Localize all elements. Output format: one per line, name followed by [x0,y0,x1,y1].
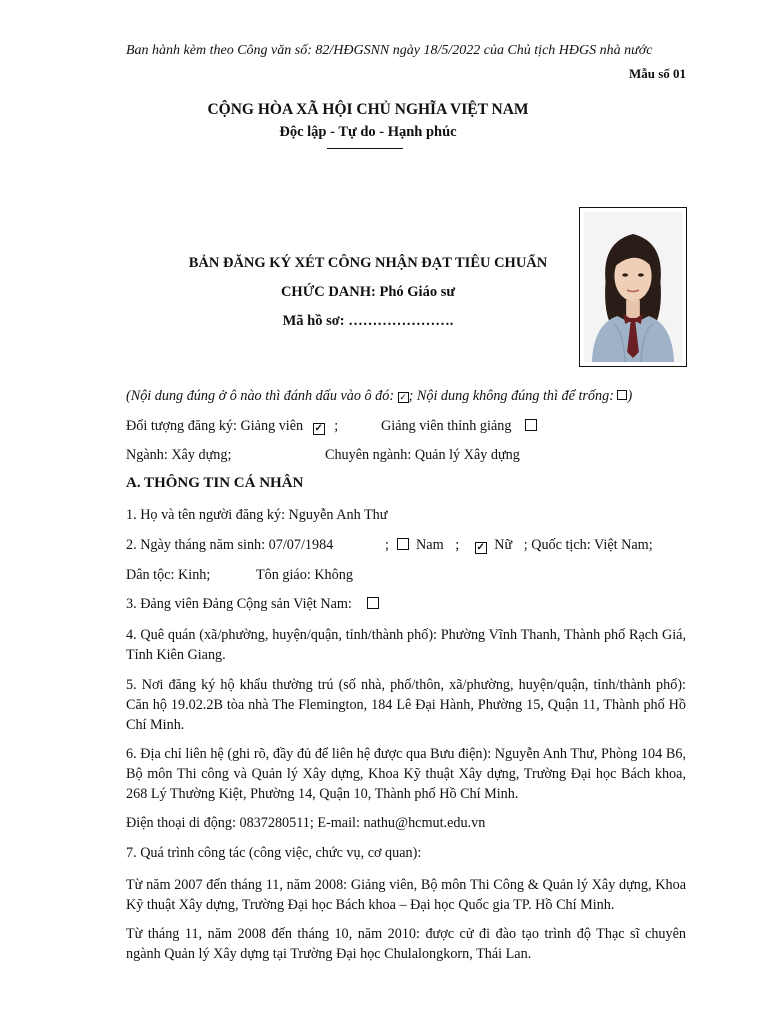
male-checkbox[interactable] [397,538,409,550]
visiting-line [381,418,537,435]
position-line [118,284,618,301]
dob-line: 2. Ngày tháng năm sinh: 07/07/1984 [126,537,334,553]
ethnicity: Dân tộc: Kinh; [126,567,211,583]
party-member-line [126,596,379,613]
form-number: Mẫu số 01 [628,66,686,81]
work-history-heading: 7. Quá trình công tác (công việc, chức vụ, cơ quan): [126,845,422,861]
hometown: 4. Quê quán (xã/phường, huyện/quận, tỉnh/thành phố): Phường Vĩnh Thanh, Thành phố Rạch Giá, Tỉnh Kiên Giang. [126,627,686,663]
subject-separator: ; [334,418,339,434]
form-title: BẢN ĐĂNG KÝ XÉT CÔNG NHẬN ĐẠT TIÊU CHUẨN [188,255,548,271]
gender-line [385,537,653,554]
female-checkbox[interactable]: ✓ [476,542,485,553]
contact-address: 6. Địa chỉ liên hệ (ghi rõ, đầy đủ để liên hệ được qua Bưu điện): Nguyễn Anh Thư, Phòng 104 B6, Bộ môn Thi công và Quản lý Xây dựng, Khoa Kỹ thuật Xây dựng, Trường Đại học Bách khoa, 268 Lý Thường Kiệt, Phường 14, Quận 10, Thành phố Hồ Chí Minh. [126,746,686,802]
section-a-heading: A. THÔNG TIN CÁ NHÂN [126,475,304,491]
permanent-residence: 5. Nơi đăng ký hộ khẩu thường trú (số nhà, phố/thôn, xã/phường, huyện/quận, tỉnh/thành phố): Căn hộ 19.02.2B tòa nhà The Flemington, 184 Lê Đại Hành, Phường 15, Quận 11, Thành phố Hồ Chí Minh. [126,677,686,733]
gender-separator-1: ; [385,537,389,553]
position-value: Phó Giáo sư [379,284,456,300]
position-label: CHỨC DANH: [280,284,380,300]
nationality: ; Quốc tịch: Việt Nam; [523,537,653,553]
religion: Tôn giáo: Không [256,567,353,583]
empty-box-icon [617,390,627,400]
subject-label: Đối tượng đăng ký: Giảng viên [126,418,304,434]
visiting-lecturer-checkbox[interactable] [525,419,537,431]
female-label: Nữ [494,537,513,553]
subject-line [126,418,338,435]
instructions-part-c: ) [627,388,633,404]
gender-separator-2: ; [455,537,460,553]
visiting-label: Giảng viên thỉnh giảng [381,418,512,434]
specialization: Chuyên ngành: Quản lý Xây dựng [325,447,520,463]
phone-email: Điện thoại di động: 0837280511; E-mail: nathu@hcmut.edu.vn [126,815,486,831]
lecturer-checkbox[interactable]: ✓ [314,423,323,434]
male-label: Nam [416,537,444,553]
work-history-item-2: Từ tháng 11, năm 2008 đến tháng 10, năm 2010: được cử đi đào tạo trình độ Thạc sĩ chuyên ngành Quản lý Xây dựng tại Trường Đại học Chulalongkorn, Thái Lan. [126,926,686,962]
party-member-label: 3. Đảng viên Đảng Cộng sản Việt Nam: [126,596,352,612]
nation-motto: Độc lập - Tự do - Hạnh phúc [279,124,457,140]
checked-box-icon: ✓ [399,392,407,402]
motto-underline [327,148,403,149]
file-number: Mã hồ sơ: …………………. [282,313,454,329]
instructions [126,388,632,405]
issued-with-note: Ban hành kèm theo Công văn số: 82/HĐGSNN ngày 18/5/2022 của Chủ tịch HĐGS nhà nước [126,43,653,58]
work-history-item-1: Từ năm 2007 đến tháng 11, năm 2008: Giảng viên, Bộ môn Thi Công & Quản lý Xây dựng, Khoa Kỹ thuật Xây dựng, Trường Đại học Bách khoa – Đại học Quốc gia TP. Hồ Chí Minh. [126,877,686,913]
nation-title: CỘNG HÒA XÃ HỘI CHỦ NGHĨA VIỆT NAM [207,101,529,118]
party-member-checkbox[interactable] [367,597,379,609]
field-of-study: Ngành: Xây dựng; [126,447,232,463]
instructions-part-b: ; Nội dung không đúng thì để trống: [408,388,618,404]
instructions-part-a: (Nội dung đúng ở ô nào thì đánh dấu vào ô đó: [126,388,398,404]
applicant-name: 1. Họ và tên người đăng ký: Nguyễn Anh Thư [126,507,388,523]
